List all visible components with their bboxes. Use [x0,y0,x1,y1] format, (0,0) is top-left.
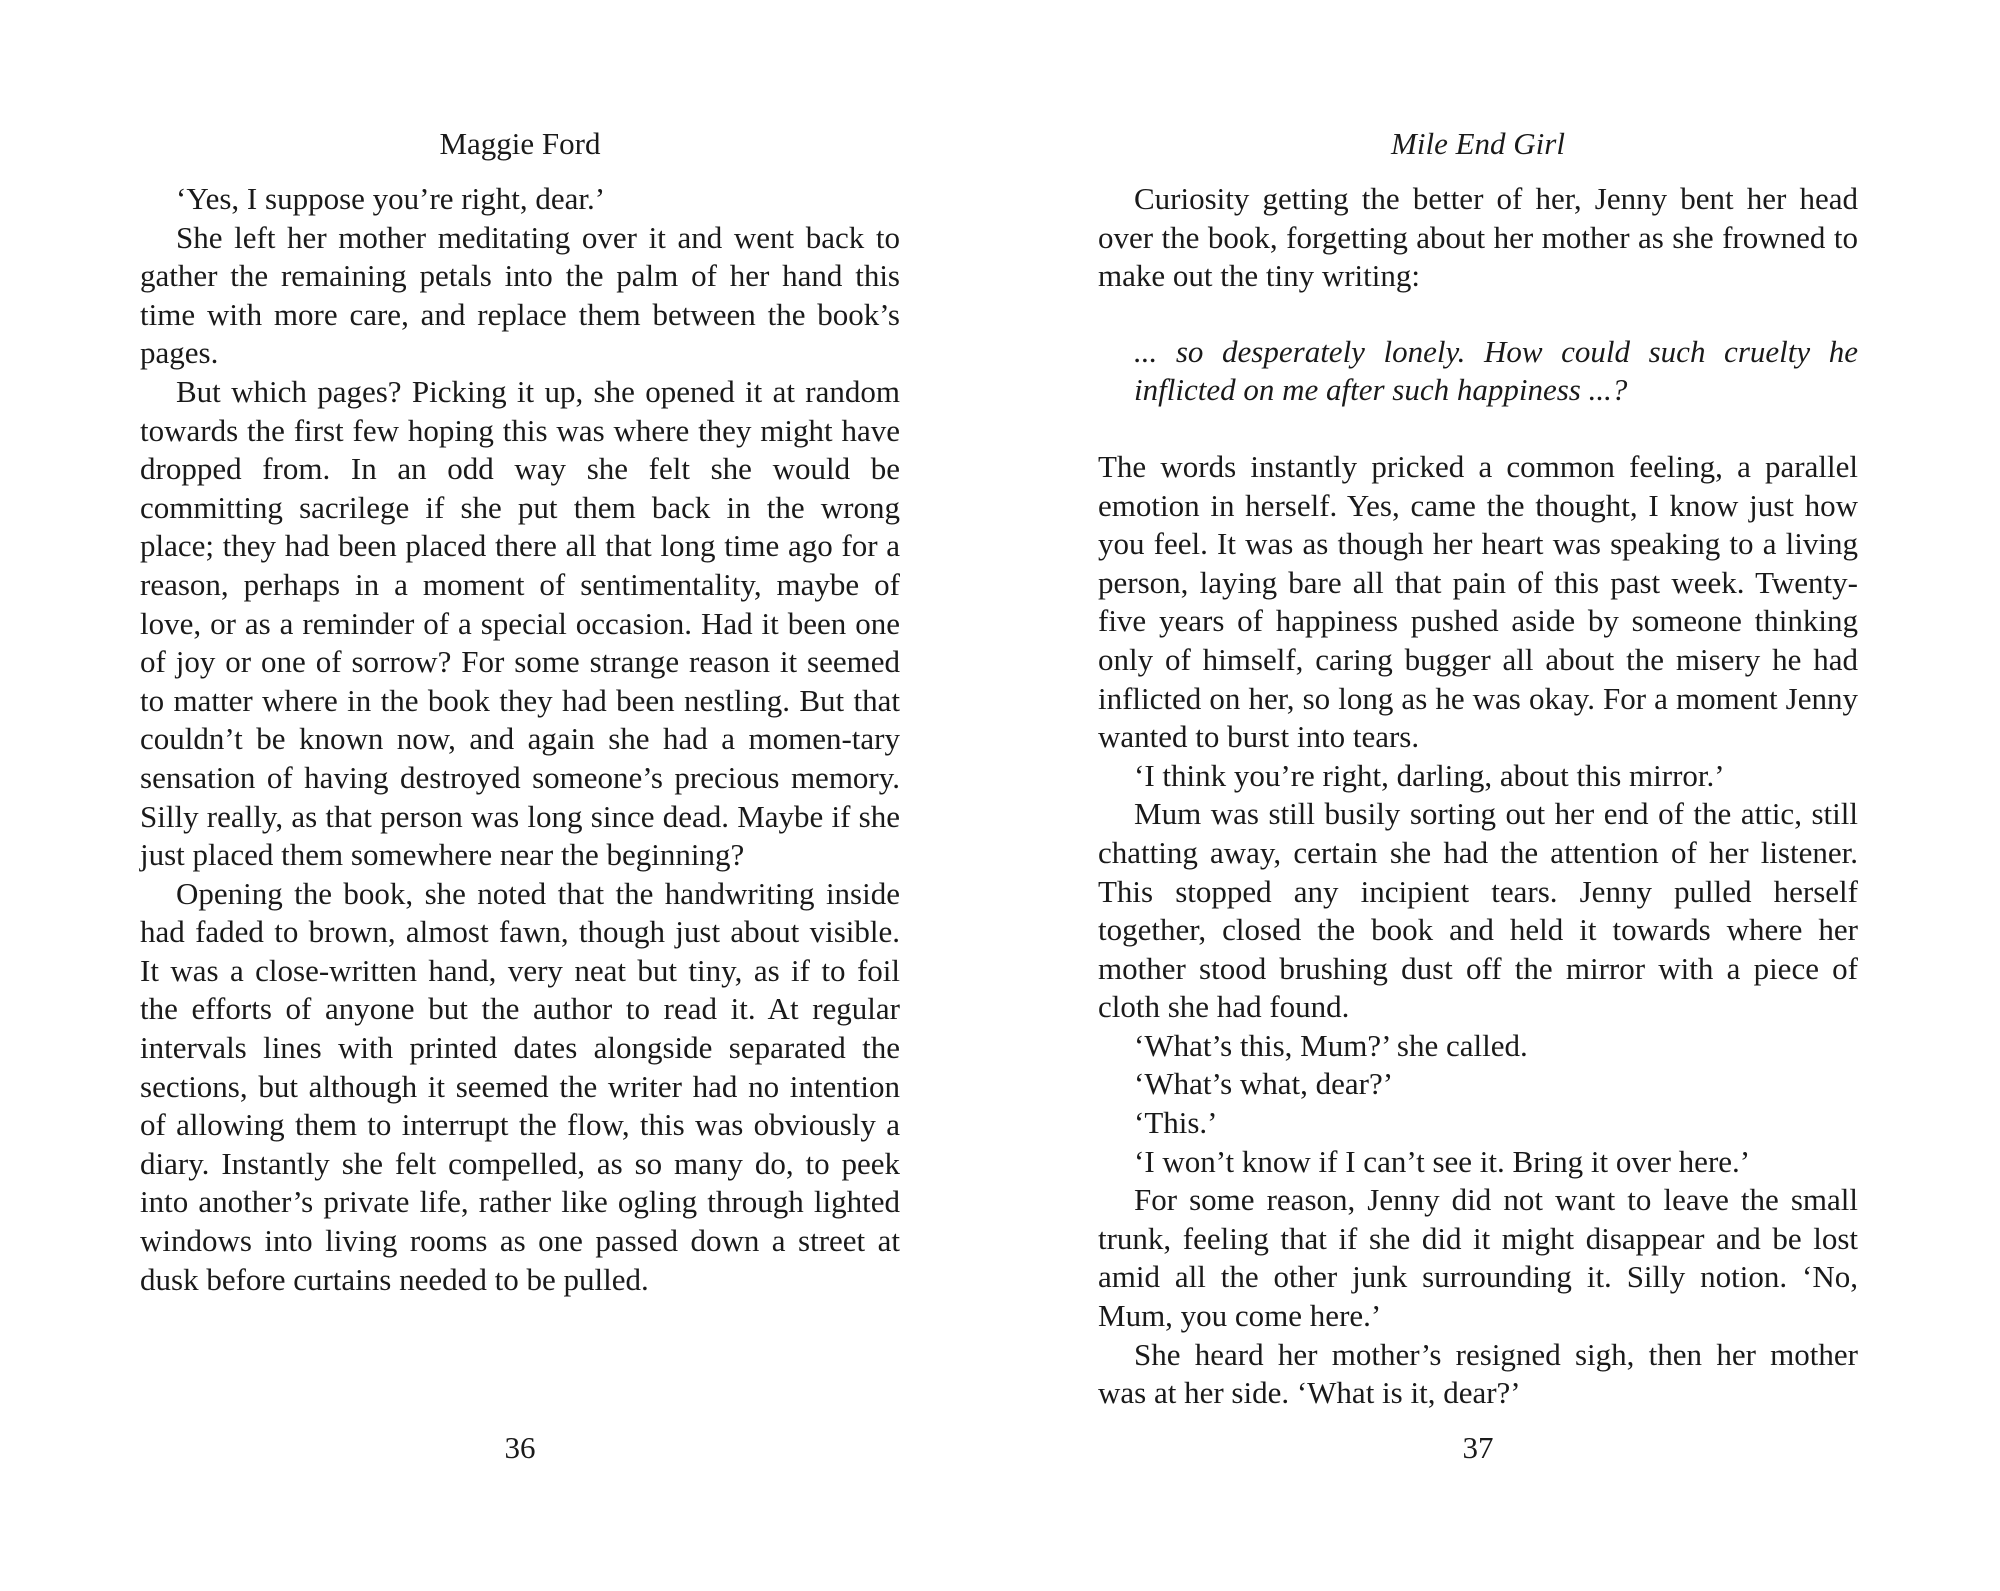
diary-quote: ... so desperately lonely. How could such cruelty he inflicted on me after such happiness ...? [1134,333,1858,408]
left-body-text [140,180,900,1299]
paragraph: Curiosity getting the better of her, Jenny bent her head over the book, forgetting about her mother as she frowned to make out the tiny writing: [1098,181,1858,294]
running-head-title: Mile End Girl [1391,126,1565,161]
right-body-text [1098,180,1858,1413]
running-head-author: Maggie Ford [439,126,601,161]
page-number: 36 [504,1430,536,1465]
paragraph: ‘What’s this, Mum?’ she called. [1134,1027,1528,1063]
paragraph: Mum was still busily sorting out her end of the attic, still chatting away, certain she had the attention of her listener. This stopped any incipient tears. Jenny pulled herself together, closed the book and held it towards where her mother stood brushing dust off the mirror with a piece of cloth she had found. [1098,796,1858,1025]
page-number: 37 [1462,1430,1494,1465]
paragraph: ‘I won’t know if I can’t see it. Bring it over here.’ [1134,1143,1751,1179]
paragraph: But which pages? Picking it up, she opened it at random towards the first few hoping this was where they might have dropped from. In an odd way she felt she would be committing sacrilege if she put them back in the wrong place; they had been placed there all that long time ago for a reason, perhaps in a moment of sentimentality, maybe of love, or as a reminder of a special occasion. Had it been one of joy or one of sorrow? For some strange reason it seemed to matter where in the book they had been nestling. But that couldn’t be known now, and again she had a momen-tary sensation of having destroyed someone’s precious memory. Silly really, as that person was long since dead. Maybe if she just placed them somewhere near the beginning? [140,373,900,873]
paragraph: Opening the book, she noted that the handwriting inside had faded to brown, almost fawn, though just about visible. It was a close-written hand, very neat but tiny, as if to foil the efforts of anyone but the author to read it. At regular intervals lines with printed dates alongside separated the sections, but although it seemed the writer had no intention of allowing them to interrupt the flow, this was obviously a diary. Instantly she felt compelled, as so many do, to peek into another’s private life, rather like ogling through lighted windows into living rooms as one passed down a street at dusk before curtains needed to be pulled. [140,875,900,1297]
paragraph: ‘Yes, I suppose you’re right, dear.’ [176,181,606,216]
paragraph: For some reason, Jenny did not want to leave the small trunk, feeling that if she did it might disappear and be lost amid all the other junk surrounding it. Silly notion. ‘No, Mum, you come here.’ [1098,1182,1858,1334]
paragraph: ‘I think you’re right, darling, about this mirror.’ [1134,757,1725,793]
right-page [1098,0,1858,1591]
left-page [140,0,900,1591]
paragraph: ‘What’s what, dear?’ [1134,1066,1394,1102]
paragraph: The words instantly pricked a common feeling, a parallel emotion in herself. Yes, came the thought, I know just how you feel. It was as though her heart was speaking to a living person, laying bare all that pain of this past week. Twenty-five years of happiness pushed aside by someone thinking only of himself, caring bugger all about the misery he had inflicted on her, so long as he was okay. For a moment Jenny wanted to burst into tears. [1098,448,1858,755]
paragraph: ‘This.’ [1134,1105,1218,1141]
paragraph: She left her mother meditating over it and went back to gather the remaining petals into the palm of her hand this time with more care, and replace them between the book’s pages. [140,219,900,371]
paragraph: She heard her mother’s resigned sigh, then her mother was at her side. ‘What is it, dear?’ [1098,1336,1858,1411]
